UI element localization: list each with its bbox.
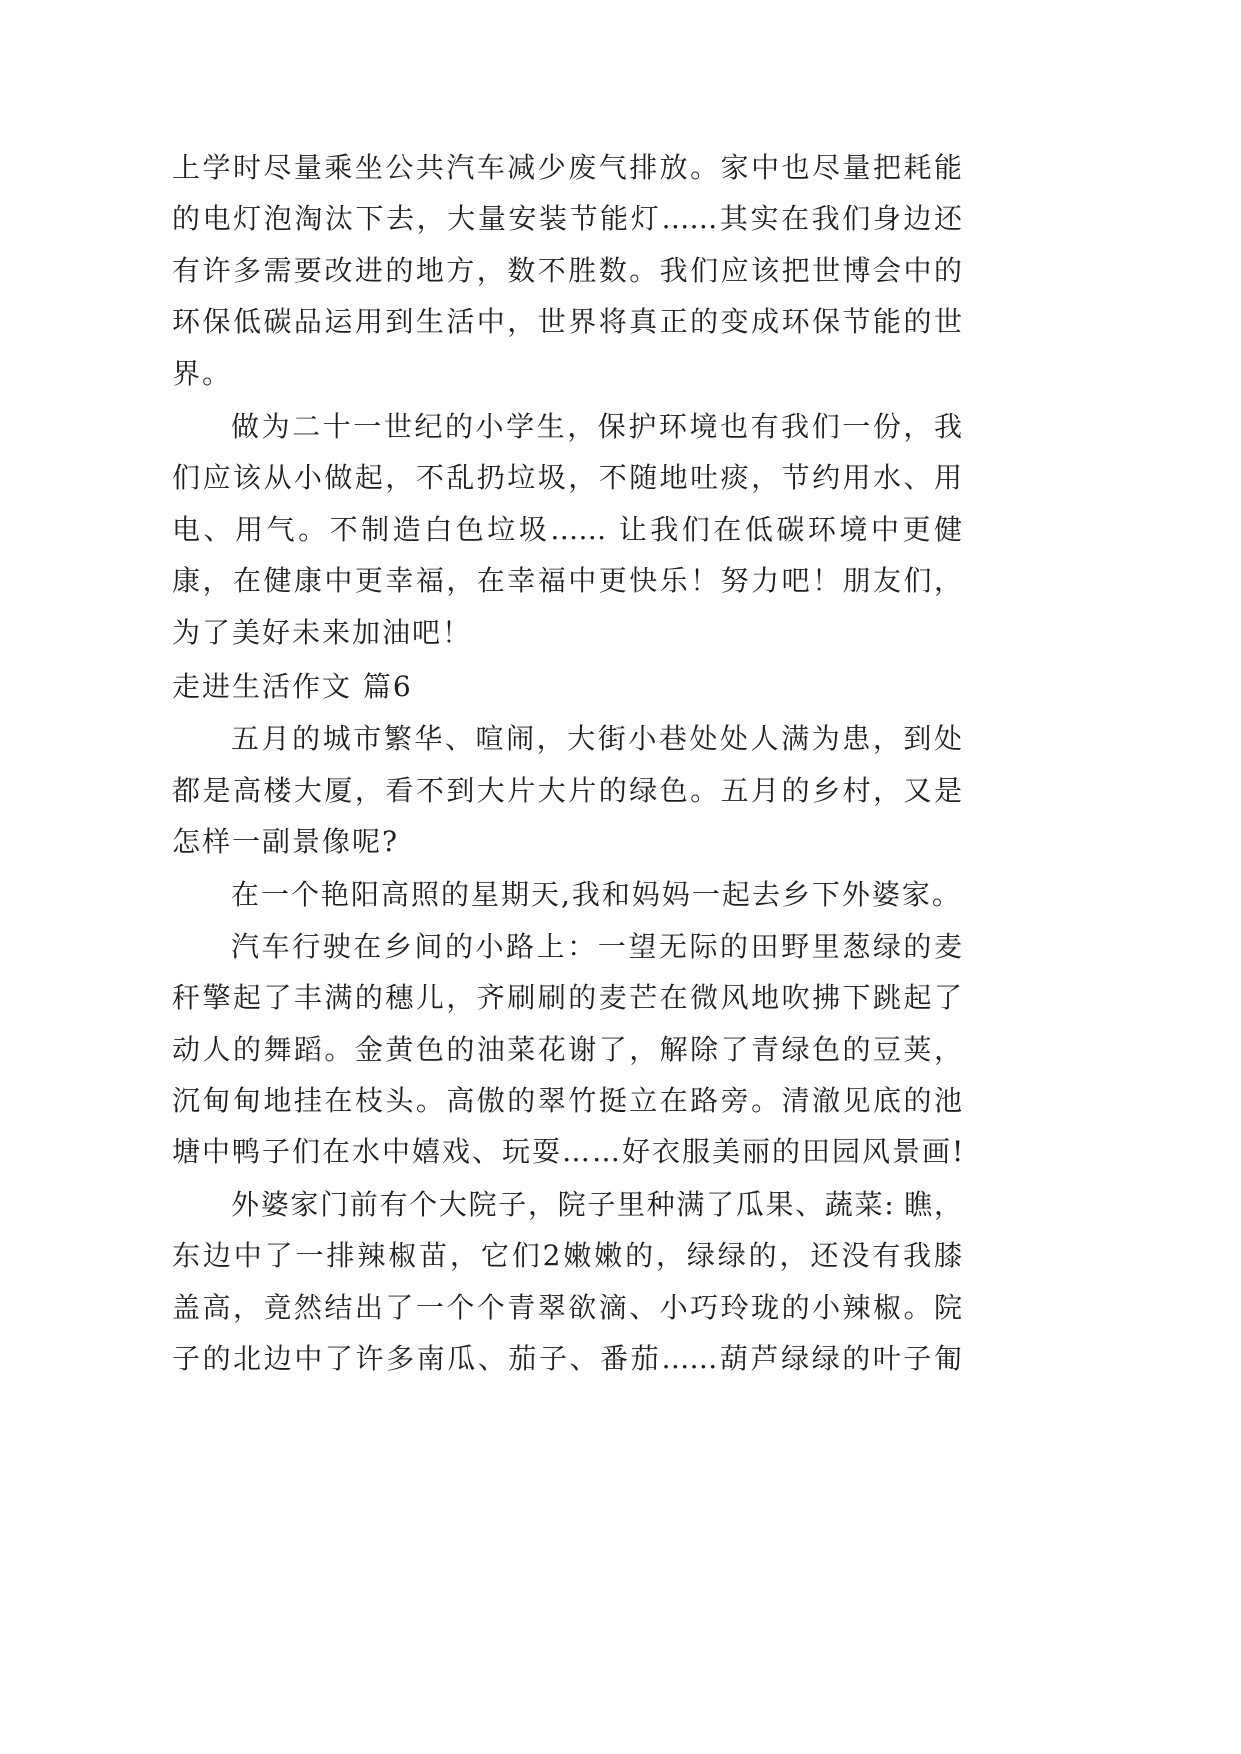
text-line: 东边中了一排辣椒苗，它们2嫩嫩的，绿绿的，还没有我膝 xyxy=(172,1239,962,1273)
text-line: 在一个艳阳高照的星期天,我和妈妈一起去乡下外婆家。 xyxy=(231,878,962,912)
text-line: 秆擎起了丰满的穗儿，齐刷刷的麦芒在微风地吹拂下跳起了 xyxy=(172,981,962,1015)
paragraph xyxy=(172,401,962,658)
paragraph xyxy=(172,921,966,1178)
section-heading: 走进生活作文 篇6 xyxy=(172,669,413,703)
text-line: 康，在健康中更幸福，在幸福中更快乐！努力吧！朋友们， xyxy=(172,564,962,598)
paragraph xyxy=(172,869,962,920)
text-line: 怎样一副景像呢? xyxy=(172,825,400,859)
text-line: 子的北边中了许多南瓜、茄子、番茄……葫芦绿绿的叶子匍 xyxy=(172,1341,962,1375)
text-line: 塘中鸭子们在水中嬉戏、玩耍……好衣服美丽的田园风景画! xyxy=(172,1135,966,1169)
text-body xyxy=(172,142,966,1384)
text-line: 都是高楼大厦，看不到大片大片的绿色。五月的乡村，又是 xyxy=(172,773,962,807)
paragraph xyxy=(172,713,962,867)
text-line: 有许多需要改进的地方，数不胜数。我们应该把世博会中的 xyxy=(172,253,962,287)
text-line: 外婆家门前有个大院子，院子里种满了瓜果、蔬菜: 瞧， xyxy=(231,1187,962,1221)
text-line: 们应该从小做起，不乱扔垃圾，不随地吐痰，节约用水、用 xyxy=(172,461,962,495)
text-line: 上学时尽量乘坐公共汽车减少废气排放。家中也尽量把耗能 xyxy=(172,151,962,184)
text-line: 做为二十一世纪的小学生，保护环境也有我们一份，我 xyxy=(231,409,962,443)
text-line: 为了美好未来加油吧！ xyxy=(172,615,473,649)
text-line: 五月的城市繁华、喧闹，大街小巷处处人满为患，到处 xyxy=(231,722,962,756)
text-line: 界。 xyxy=(172,356,233,390)
text-line: 环保低碳品运用到生活中，世界将真正的变成环保节能的世 xyxy=(172,305,962,339)
text-line: 沉甸甸地挂在枝头。高傲的翠竹挺立在路旁。清澈见底的池 xyxy=(172,1084,962,1118)
text-line: 电、用气。不制造白色垃圾…… 让我们在低碳环境中更健 xyxy=(172,512,962,546)
text-line: 盖高，竟然结出了一个个青翠欲滴、小巧玲珑的小辣椒。院 xyxy=(172,1290,962,1324)
text-line: 的电灯泡淘汰下去，大量安装节能灯……其实在我们身边还 xyxy=(172,202,962,236)
text-line: 动人的舞蹈。金黄色的油菜花谢了，解除了青绿色的豆荚， xyxy=(172,1032,962,1066)
paragraph xyxy=(172,1179,962,1385)
text-line: 汽车行驶在乡间的小路上：一望无际的田野里葱绿的麦 xyxy=(231,929,962,963)
paragraph-continued xyxy=(172,142,962,399)
